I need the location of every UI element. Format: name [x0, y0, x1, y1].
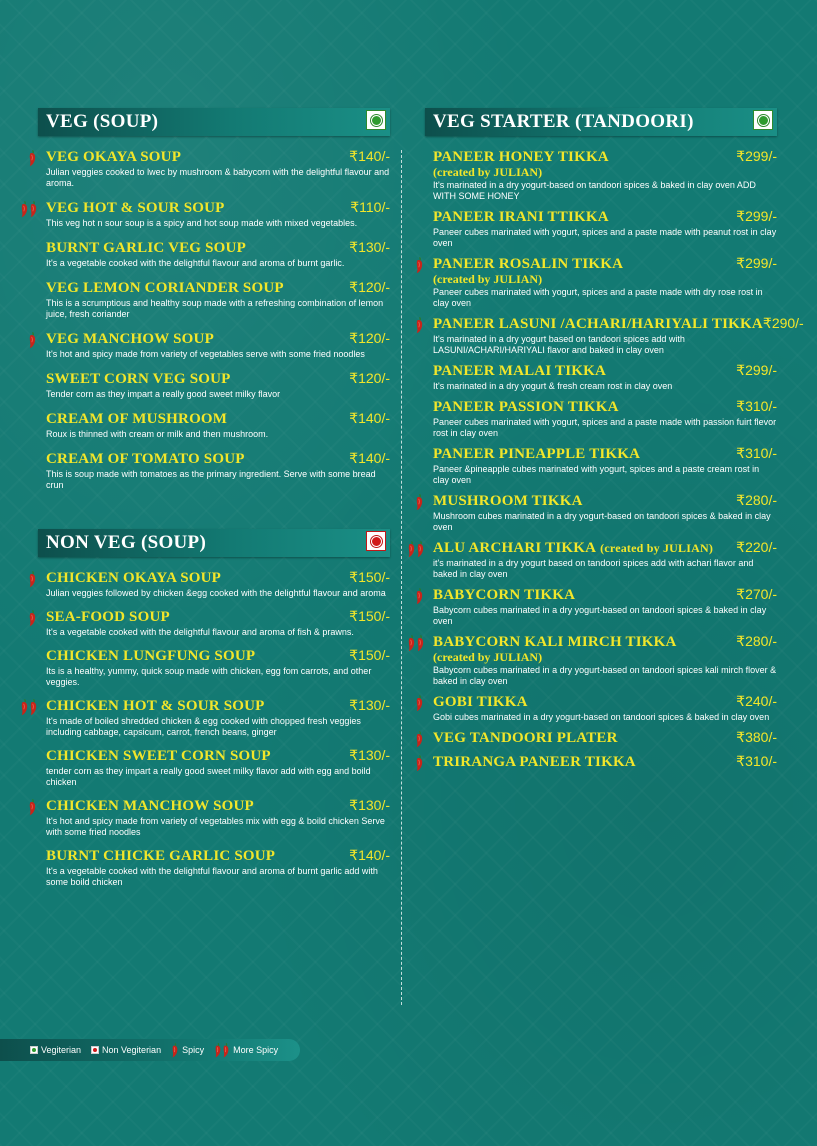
right-column [405, 108, 804, 777]
chili-icon [28, 571, 37, 588]
item-name-row [433, 753, 777, 771]
double-chili-icon [214, 1043, 230, 1058]
menu-item [405, 255, 777, 309]
item-name-text: CREAM OF TOMATO SOUP [46, 451, 245, 467]
item-name-row [46, 569, 390, 587]
chili-icon [415, 755, 424, 772]
item-price: ₹130/- [349, 697, 390, 713]
item-description: Its is a healthy, yummy, quick soup made with chicken, egg fom carrots, and other veggies. [46, 666, 372, 687]
item-name [46, 280, 284, 297]
item-name [46, 798, 254, 815]
item-name-text: ALU ARCHARI TIKKA [433, 540, 597, 556]
item-description: Mushroom cubes marinated in a dry yogurt-based on tandoori spices & baked in clay oven [433, 511, 771, 532]
item-name [433, 363, 606, 380]
item-price: ₹299/- [736, 362, 777, 378]
item-price: ₹299/- [736, 255, 777, 271]
menu-item [18, 847, 390, 888]
menu-item [405, 753, 777, 771]
menu-item [18, 410, 390, 440]
item-name [46, 240, 246, 257]
item-created-by: (created by JULIAN) [433, 272, 543, 286]
item-name-row [433, 492, 777, 510]
item-description: Paneer &pineapple cubes marinated with yogurt, spices and a paste cream rost in clay oven [433, 464, 760, 485]
chili-icon [415, 731, 424, 748]
item-name-text: SEA-FOOD SOUP [46, 609, 170, 625]
item-name-text: PANEER ROSALIN TIKKA [433, 256, 624, 272]
item-name-row [433, 362, 777, 380]
item-name [433, 446, 640, 463]
double-chili-icon [20, 201, 38, 218]
legend-spicy-label: Spicy [182, 1045, 205, 1055]
legend-veg-label: Vegiterian [41, 1045, 82, 1055]
item-description: It's a vegetable cooked with the delightful flavour and aroma of burnt garlic add with some boild chicken [46, 866, 378, 887]
item-price: ₹280/- [736, 492, 777, 508]
item-name-row [46, 410, 390, 428]
item-name-text: VEG MANCHOW SOUP [46, 331, 214, 347]
item-created-by: (created by JULIAN) [433, 165, 543, 179]
menu-item [405, 729, 777, 747]
double-chili-icon [407, 541, 425, 558]
item-price: ₹140/- [349, 410, 390, 426]
legend-non-veg [91, 1045, 161, 1055]
item-name-text: VEG OKAYA SOUP [46, 149, 182, 165]
chili-icon [415, 494, 424, 511]
item-price: ₹240/- [736, 693, 777, 709]
item-description: Paneer cubes marinated with yogurt, spices and a paste made with peanut rost in clay oven [433, 227, 777, 248]
item-name-text: BURNT GARLIC VEG SOUP [46, 240, 246, 256]
veg-soup-header [38, 108, 390, 136]
menu-item [405, 208, 777, 249]
item-price: ₹270/- [736, 586, 777, 602]
item-price: ₹310/- [736, 445, 777, 461]
item-price: ₹299/- [736, 148, 777, 164]
item-name-text: PANEER IRANI TTIKKA [433, 209, 609, 225]
item-name [46, 451, 245, 468]
item-price: ₹120/- [349, 279, 390, 295]
column-divider [401, 150, 402, 1005]
item-name-row [46, 847, 390, 865]
item-created-by: (created by JULIAN) [600, 541, 714, 555]
item-description: it's marinated in a dry yogurt based on tandoori spices add with achari flavor and baked in clay oven [433, 558, 754, 579]
item-name-row [433, 633, 777, 651]
item-name-text: MUSHROOM TIKKA [433, 493, 583, 509]
item-description: Julian veggies cooked to lwec by mushroom & babycorn with the delightful flavour and aroma. [46, 167, 390, 188]
veg-icon [366, 110, 386, 130]
legend-bar [0, 1039, 300, 1061]
menu-item [18, 697, 390, 738]
chili-icon [28, 332, 37, 349]
item-price: ₹380/- [736, 729, 777, 745]
item-name-row [46, 608, 390, 626]
item-name-row [46, 330, 390, 348]
item-price: ₹280/- [736, 633, 777, 649]
item-name-row [46, 239, 390, 257]
veg-soup-list [18, 148, 390, 491]
item-description: This is soup made with tomatoes as the primary ingredient. Serve with some bread crun [46, 469, 376, 490]
item-name-text: CREAM OF MUSHROOM [46, 411, 228, 427]
item-name [433, 209, 609, 226]
item-name-row [433, 445, 777, 463]
non-veg-icon [91, 1046, 99, 1054]
legend-spicy [171, 1043, 204, 1058]
menu-item [405, 586, 777, 627]
item-description: It's a vegetable cooked with the delightful flavour and aroma of fish & prawns. [46, 627, 354, 637]
menu-item [405, 315, 804, 356]
item-name [46, 200, 225, 217]
item-name [433, 587, 575, 604]
item-name [433, 754, 636, 771]
item-name-text: SWEET CORN VEG SOUP [46, 371, 231, 387]
section-title: NON VEG (SOUP) [46, 532, 207, 553]
chili-icon [415, 695, 424, 712]
item-name-text: CHICKEN SWEET CORN SOUP [46, 748, 271, 764]
item-name-row [433, 315, 804, 333]
chili-icon [171, 1043, 179, 1058]
chili-icon [28, 150, 37, 167]
non-veg-soup-header [38, 529, 390, 557]
item-name-row [46, 148, 390, 166]
menu-item [405, 693, 777, 723]
item-name-text: GOBI TIKKA [433, 694, 528, 710]
item-price: ₹130/- [349, 797, 390, 813]
menu-item [405, 492, 777, 533]
menu-item [18, 279, 390, 320]
left-column [18, 108, 390, 897]
veg-icon [30, 1046, 38, 1054]
item-description: tender corn as they impart a really good sweet milky flavor add with egg and boild chicken [46, 766, 371, 787]
item-name [433, 730, 618, 747]
item-description: It's hot and spicy made from variety of vegetables mix with egg & boild chicken Serve with some fried noodles [46, 816, 385, 837]
item-price: ₹150/- [349, 647, 390, 663]
veg-starter-list [405, 148, 804, 771]
menu-item [18, 330, 390, 360]
chili-icon [28, 799, 37, 816]
item-name [46, 331, 214, 348]
item-name [46, 848, 275, 865]
item-name-row [46, 647, 390, 665]
item-name [433, 316, 763, 333]
item-price: ₹110/- [350, 199, 390, 215]
item-price: ₹130/- [349, 747, 390, 763]
menu-item [18, 370, 390, 400]
item-name [433, 256, 623, 273]
item-name-row [46, 199, 390, 217]
item-name-text: CHICKEN HOT & SOUR SOUP [46, 698, 265, 714]
legend-non-veg-label: Non Vegiterian [102, 1045, 162, 1055]
item-price: ₹220/- [736, 539, 777, 555]
item-description: Gobi cubes marinated in a dry yogurt-based on tandoori spices & baked in clay oven [433, 712, 770, 722]
item-name-row [46, 797, 390, 815]
item-name [433, 540, 713, 557]
item-name-row [433, 208, 777, 226]
item-price: ₹310/- [736, 398, 777, 414]
veg-starter-header [425, 108, 777, 136]
item-price: ₹299/- [736, 208, 777, 224]
menu-item [18, 199, 390, 229]
item-name-text: CHICKEN OKAYA SOUP [46, 570, 222, 586]
legend-more-spicy-label: More Spicy [233, 1045, 279, 1055]
item-name-row [46, 697, 390, 715]
item-name-row [433, 729, 777, 747]
item-name-text: CHICKEN LUNGFUNG SOUP [46, 648, 256, 664]
item-name-row [433, 539, 777, 557]
item-price: ₹120/- [349, 330, 390, 346]
item-price: ₹130/- [349, 239, 390, 255]
item-name-row [433, 586, 777, 604]
item-name-row [46, 450, 390, 468]
section-title: VEG STARTER (TANDOORI) [433, 111, 694, 132]
item-description: It's marinated in a dry yogurt-based on tandoori spices & baked in clay oven ADD WITH SOME HONEY [433, 180, 756, 201]
item-name [433, 399, 619, 416]
chili-icon [415, 257, 424, 274]
item-name [46, 648, 255, 665]
item-description: This is a scrumptious and healthy soup made with a refreshing combination of lemon juice, fresh coriander [46, 298, 384, 319]
menu-item [405, 148, 777, 202]
chili-icon [28, 610, 37, 627]
legend-more-spicy [214, 1043, 278, 1058]
menu-item [18, 608, 390, 638]
item-name-text: PANEER HONEY TIKKA [433, 149, 609, 165]
menu-item [18, 797, 390, 838]
item-description: Roux is thinned with cream or milk and then mushroom. [46, 429, 269, 439]
menu-item [18, 647, 390, 688]
item-price: ₹140/- [349, 148, 390, 164]
menu-item [405, 398, 777, 439]
item-name [46, 149, 181, 166]
menu-item [405, 539, 777, 580]
item-price: ₹150/- [349, 569, 390, 585]
item-description: It's made of boiled shredded chicken & egg cooked with chopped fresh veggies including cabbage, capsicum, carrot, french beans, ginger [46, 716, 361, 737]
veg-icon [753, 110, 773, 130]
menu-item [18, 148, 390, 189]
item-name-text: TRIRANGA PANEER TIKKA [433, 754, 636, 770]
menu-item [405, 362, 777, 392]
item-price: ₹120/- [349, 370, 390, 386]
item-price: ₹150/- [349, 608, 390, 624]
menu-item [18, 747, 390, 788]
double-chili-icon [407, 635, 425, 652]
menu-item [18, 569, 390, 599]
item-name [433, 149, 609, 166]
item-name-row [433, 255, 777, 273]
item-name-row [433, 398, 777, 416]
item-price: ₹310/- [736, 753, 777, 769]
item-name-text: BABYCORN TIKKA [433, 587, 576, 603]
item-description: Julian veggies followed by chicken &egg cooked with the delightful flavour and aroma [46, 588, 386, 598]
double-chili-icon [20, 699, 38, 716]
item-description: This veg hot n sour soup is a spicy and hot soup made with mixed vegetables. [46, 218, 358, 228]
item-name [46, 609, 170, 626]
item-name-row [46, 279, 390, 297]
item-description: It's hot and spicy made from variety of vegetables serve with some fried noodles [46, 349, 365, 359]
non-veg-icon [366, 531, 386, 551]
menu-item [405, 445, 777, 486]
item-name [433, 694, 528, 711]
non-veg-soup-list [18, 569, 390, 888]
item-price: ₹290/- [762, 315, 804, 331]
item-description: It's marinated in a dry yogurt & fresh cream rost in clay oven [433, 381, 673, 391]
item-name-row [46, 747, 390, 765]
item-name [46, 748, 271, 765]
item-description: Tender corn as they impart a really good sweet milky flavor [46, 389, 281, 399]
menu-item [405, 633, 777, 687]
item-name-text: VEG HOT & SOUR SOUP [46, 200, 225, 216]
item-name-text: PANEER MALAI TIKKA [433, 363, 607, 379]
item-name [46, 411, 227, 428]
item-description: It's a vegetable cooked with the delightful flavour and aroma of burnt garlic. [46, 258, 345, 268]
item-name-text: BURNT CHICKE GARLIC SOUP [46, 848, 276, 864]
item-name-text: PANEER PASSION TIKKA [433, 399, 619, 415]
item-name-text: PANEER LASUNI /ACHARI/HARIYALI TIKKA [433, 316, 763, 332]
item-created-by: (created by JULIAN) [433, 650, 543, 664]
item-name [46, 698, 265, 715]
item-description: Paneer cubes marinated with yogurt, spices and a paste made with passion fuirt flevor rost in clay oven [433, 417, 777, 438]
menu-item [18, 450, 390, 491]
item-description: Babycorn cubes marinated in a dry yogurt-based on tandoori spices & baked in clay oven [433, 605, 767, 626]
item-name-text: VEG LEMON CORIANDER SOUP [46, 280, 284, 296]
item-name-row [46, 370, 390, 388]
menu-item [18, 239, 390, 269]
section-title: VEG (SOUP) [46, 111, 159, 132]
item-name [433, 493, 583, 510]
item-description: Babycorn cubes marinated in a dry yogurt-based on tandoori spices kali mirch flover & baked in clay oven [433, 665, 777, 686]
item-name [433, 634, 677, 651]
item-name-text: PANEER PINEAPPLE TIKKA [433, 446, 641, 462]
item-name-text: BABYCORN KALI MIRCH TIKKA [433, 634, 677, 650]
legend-veg [30, 1045, 81, 1055]
item-name-row [433, 693, 777, 711]
chili-icon [415, 588, 424, 605]
item-name-text: VEG TANDOORI PLATER [433, 730, 618, 746]
item-name [46, 371, 231, 388]
chili-icon [415, 317, 424, 334]
item-description: Paneer cubes marinated with yogurt, spices and a paste made with dry rose rost in clay oven [433, 287, 763, 308]
item-name [46, 570, 221, 587]
item-price: ₹140/- [349, 847, 390, 863]
item-name-text: CHICKEN MANCHOW SOUP [46, 798, 254, 814]
item-name-row [433, 148, 777, 166]
item-price: ₹140/- [349, 450, 390, 466]
item-description: It's marinated in a dry yogurt based on tandoori spices add with LASUNI/ACHARI/HARIYALI flavor and baked in clay oven [433, 334, 685, 355]
